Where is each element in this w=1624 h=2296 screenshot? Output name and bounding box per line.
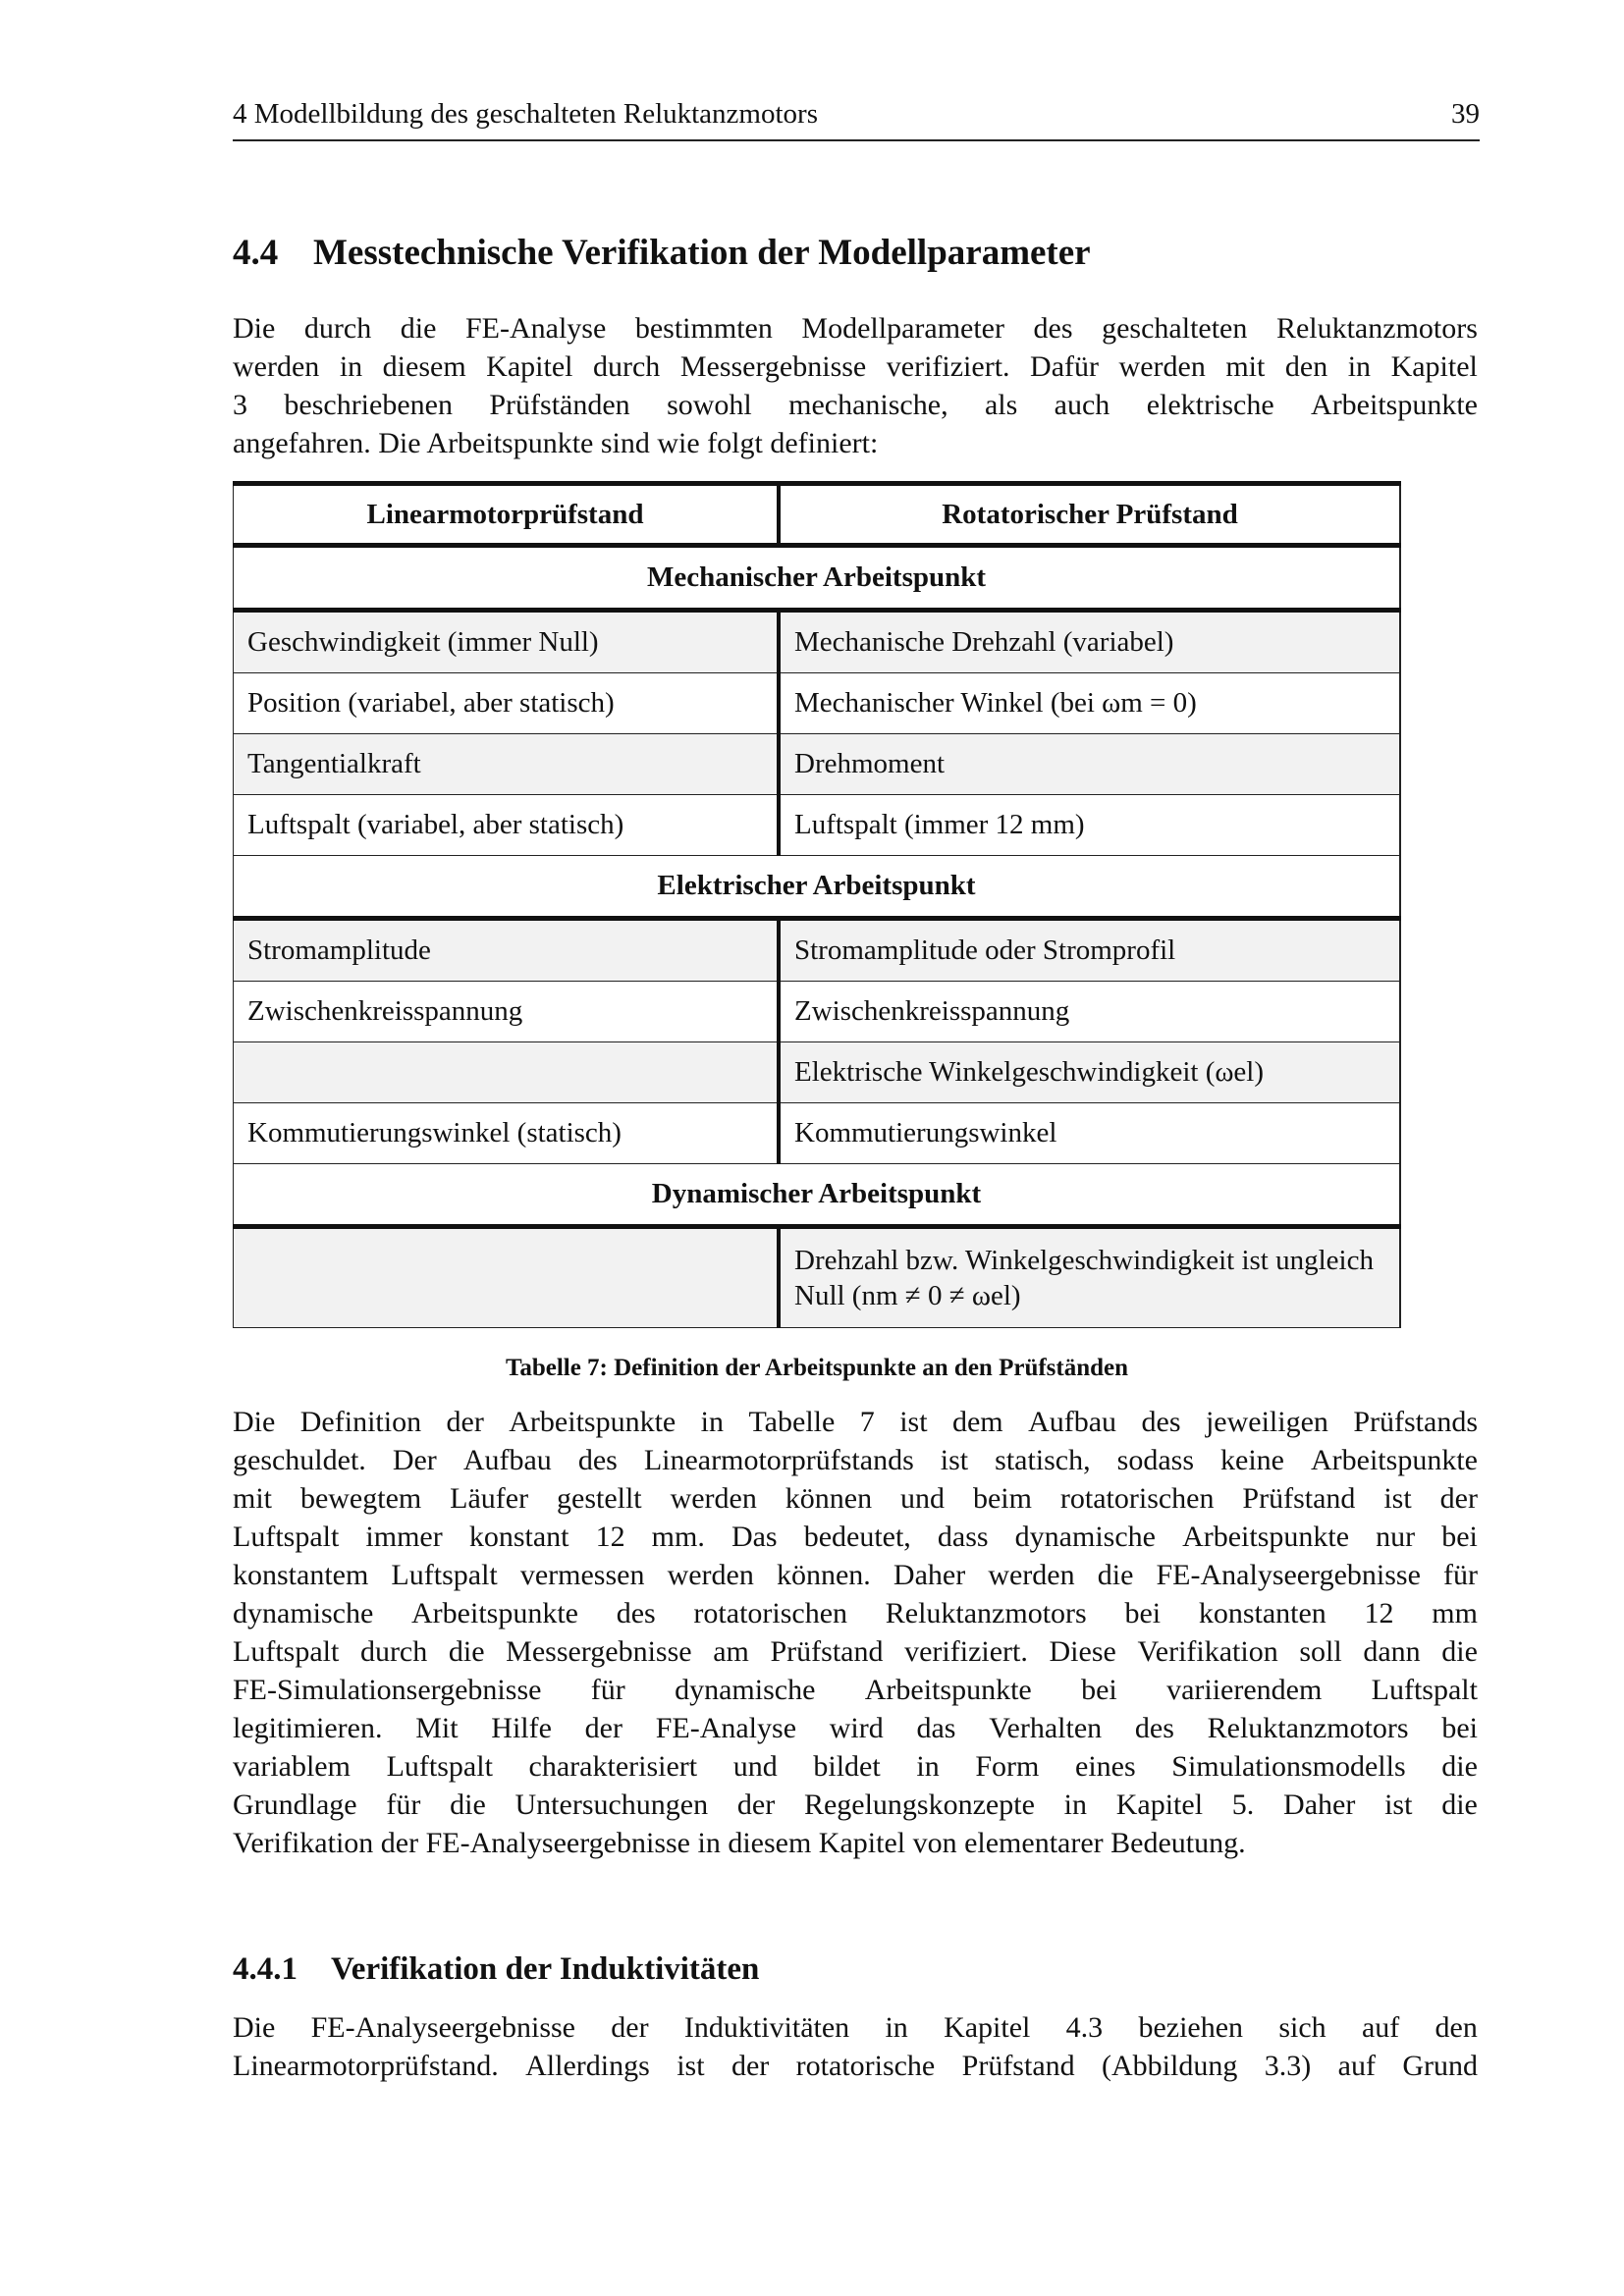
section-title: Elektrischer Arbeitspunkt	[234, 856, 1401, 919]
table-caption: Tabelle 7: Definition der Arbeitspunkte an den Prüfständen	[505, 1355, 1129, 1381]
text-line: legitimieren. Mit Hilfe der FE-Analyse wird das Verhalten des Reluktanzmotors bei	[233, 1712, 1478, 1744]
text-line: 3 beschriebenen Prüfständen sowohl mechanische, als auch elektrische Arbeitspunkte	[233, 389, 1478, 421]
subsection-paragraph	[233, 2008, 1478, 2085]
running-header	[233, 98, 1480, 141]
rotary-cell: Drehmoment	[779, 734, 1400, 795]
subsection-title: Verifikation der Induktivitäten	[331, 1951, 760, 1987]
rotary-cell: Zwischenkreisspannung	[779, 982, 1400, 1042]
text-line: Grundlage für die Untersuchungen der Regelungskonzepte in Kapitel 5. Daher ist die	[233, 1789, 1478, 1821]
text-line: FE-Simulationsergebnisse für dynamische Arbeitspunkte bei variierendem Luftspalt	[233, 1674, 1478, 1706]
rotary-cell: Elektrische Winkelgeschwindigkeit (ωel)	[779, 1042, 1400, 1103]
text-line: angefahren. Die Arbeitspunkte sind wie folgt definiert:	[233, 427, 879, 459]
rotary-cell: Drehzahl bzw. Winkelgeschwindigkeit ist ungleich Null (nm ≠ 0 ≠ ωel)	[779, 1227, 1400, 1328]
text-line: Die durch die FE-Analyse bestimmten Modellparameter des geschalteten Reluktanzmotors	[233, 312, 1478, 345]
page-number: 39	[1451, 98, 1480, 130]
section-heading	[233, 232, 1091, 274]
section-title: Dynamischer Arbeitspunkt	[234, 1164, 1401, 1227]
rotary-cell: Luftspalt (immer 12 mm)	[779, 795, 1400, 856]
rotary-cell: Mechanische Drehzahl (variabel)	[779, 611, 1400, 673]
section-number: 4.4	[233, 233, 279, 273]
section-row	[234, 1164, 1401, 1227]
chapter-title: 4 Modellbildung des geschalteten Reluktanzmotors	[233, 98, 818, 130]
text-line: werden in diesem Kapitel durch Messergebnisse verifiziert. Dafür werden mit den in Kapitel	[233, 350, 1478, 383]
text-line: geschuldet. Der Aufbau des Linearmotorprüfstands ist statisch, sodass keine Arbeitspunkte	[233, 1444, 1478, 1476]
linear-cell: Stromamplitude	[234, 919, 780, 982]
rotary-cell: Stromamplitude oder Stromprofil	[779, 919, 1400, 982]
subsection-heading	[233, 1951, 759, 1988]
text-line: mit bewegtem Läufer gestellt werden können und beim rotatorischen Prüfstand ist der	[233, 1482, 1478, 1515]
linear-cell: Zwischenkreisspannung	[234, 982, 780, 1042]
table-row	[234, 673, 1401, 734]
table-row	[234, 734, 1401, 795]
table-row	[234, 795, 1401, 856]
rotary-cell: Kommutierungswinkel	[779, 1103, 1400, 1164]
column-header: Linearmotorprüfstand	[234, 484, 780, 546]
section-title: Messtechnische Verifikation der Modellparameter	[313, 233, 1091, 273]
table-row	[234, 919, 1401, 982]
linear-cell: Position (variabel, aber statisch)	[234, 673, 780, 734]
rotary-cell: Mechanischer Winkel (bei ωm = 0)	[779, 673, 1400, 734]
table-row	[234, 611, 1401, 673]
linear-cell: Tangentialkraft	[234, 734, 780, 795]
table-header-row	[234, 484, 1401, 546]
text-line: Luftspalt durch die Messergebnisse am Prüfstand verifiziert. Diese Verifikation soll dann die	[233, 1635, 1478, 1668]
table-row	[234, 1042, 1401, 1103]
body-paragraph	[233, 1403, 1478, 1862]
operating-points-table	[233, 481, 1401, 1328]
linear-cell: Luftspalt (variabel, aber statisch)	[234, 795, 780, 856]
text-line: Die Definition der Arbeitspunkte in Tabelle 7 ist dem Aufbau des jeweiligen Prüfstands	[233, 1406, 1478, 1438]
section-row	[234, 856, 1401, 919]
intro-paragraph	[233, 309, 1478, 462]
linear-cell	[234, 1227, 780, 1328]
text-line: dynamische Arbeitspunkte des rotatorischen Reluktanzmotors bei konstanten 12 mm	[233, 1597, 1478, 1629]
text-line: variablem Luftspalt charakterisiert und bildet in Form eines Simulationsmodells die	[233, 1750, 1478, 1783]
subsection-number: 4.4.1	[233, 1951, 298, 1987]
text-line: Verifikation der FE-Analyseergebnisse in diesem Kapitel von elementarer Bedeutung.	[233, 1827, 1246, 1859]
column-header: Rotatorischer Prüfstand	[779, 484, 1400, 546]
section-title: Mechanischer Arbeitspunkt	[234, 546, 1401, 611]
table-row	[234, 982, 1401, 1042]
linear-cell: Kommutierungswinkel (statisch)	[234, 1103, 780, 1164]
text-line: Die FE-Analyseergebnisse der Induktivitäten in Kapitel 4.3 beziehen sich auf den	[233, 2011, 1478, 2044]
text-line: Luftspalt immer konstant 12 mm. Das bedeutet, dass dynamische Arbeitspunkte nur bei	[233, 1521, 1478, 1553]
text-line: konstantem Luftspalt vermessen werden können. Daher werden die FE-Analyseergebnisse für	[233, 1559, 1478, 1591]
linear-cell	[234, 1042, 780, 1103]
table-row	[234, 1103, 1401, 1164]
text-line: Linearmotorprüfstand. Allerdings ist der rotatorische Prüfstand (Abbildung 3.3) auf Grund	[233, 2050, 1478, 2082]
section-row	[234, 546, 1401, 611]
table-row	[234, 1227, 1401, 1328]
linear-cell: Geschwindigkeit (immer Null)	[234, 611, 780, 673]
